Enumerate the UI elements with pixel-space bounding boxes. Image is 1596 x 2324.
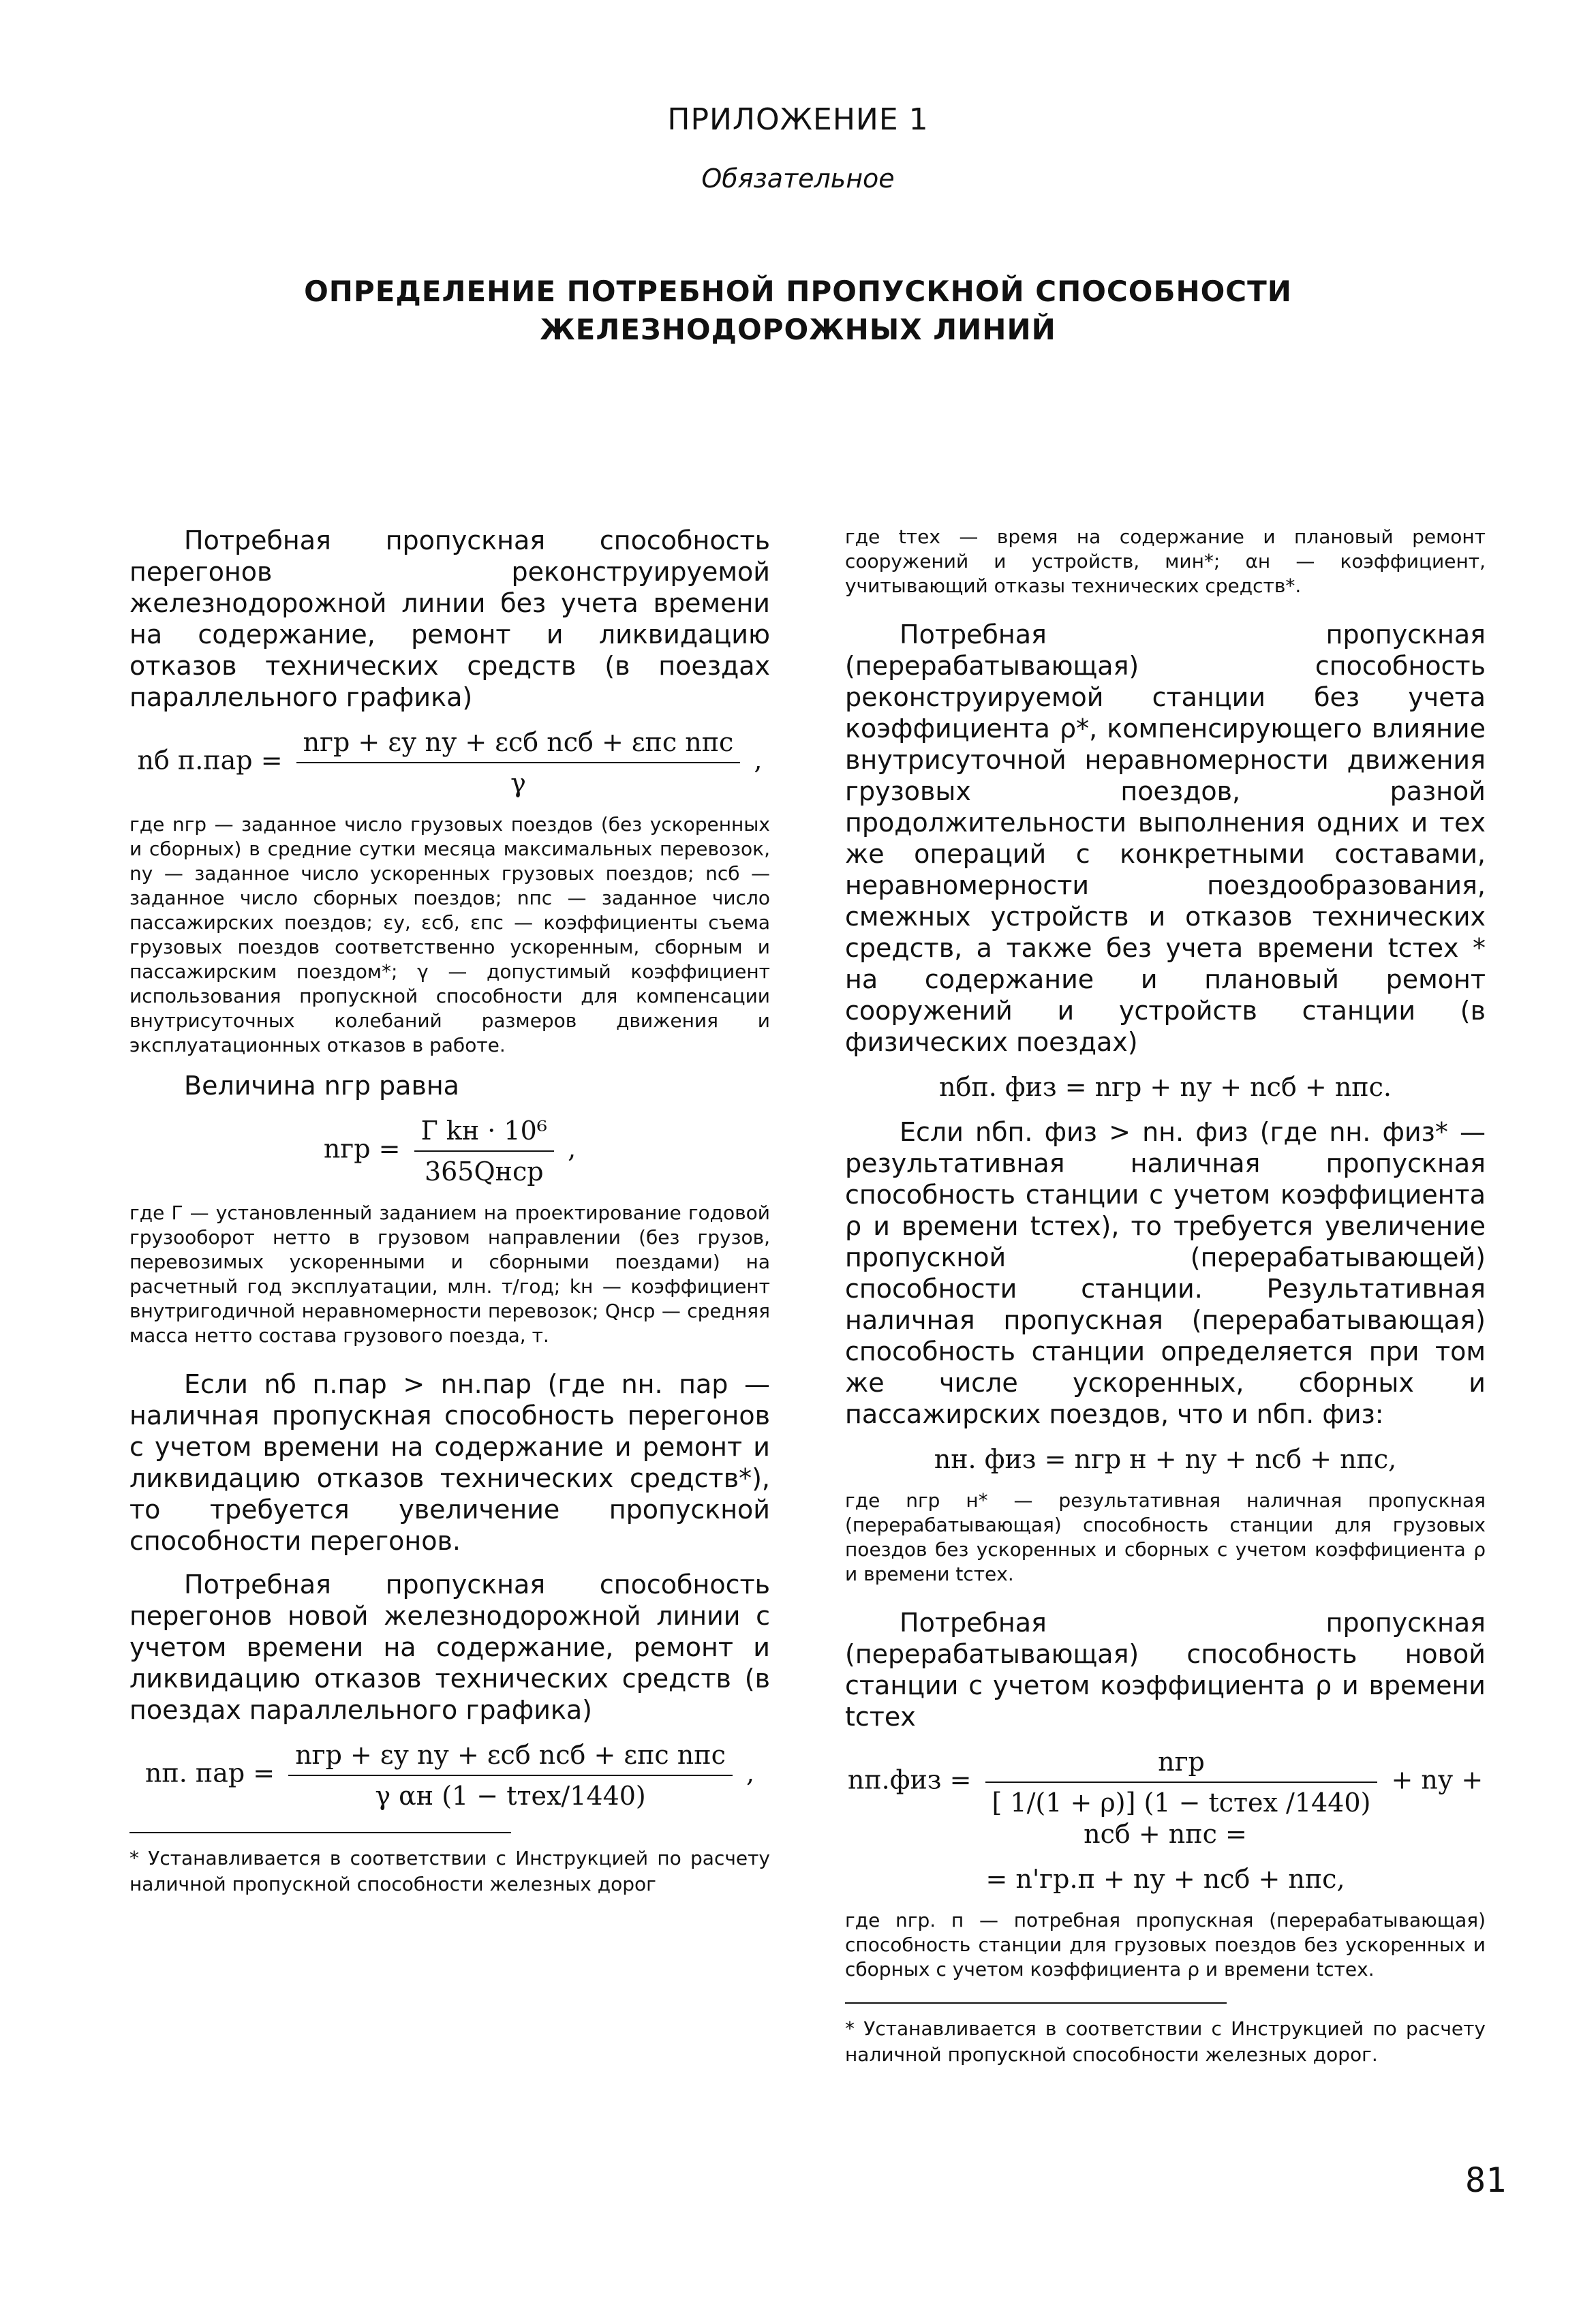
formula-numerator: nгр	[985, 1746, 1378, 1783]
left-paragraph-3: Если nб п.пар > nн.пар (где nн. пар — наличная пропускная способность перегонов с учетом времени на содержание и ремонт и ликвидацию отказов технических средств*), то требуется увеличение пропускной способности перегонов.	[129, 1369, 770, 1556]
appendix-heading: ПРИЛОЖЕНИЕ 1	[667, 102, 929, 137]
page-number: 81	[1465, 2160, 1507, 2200]
right-column	[845, 525, 1486, 2068]
left-definitions-2: где Г — установленный заданием на проектирование годовой грузооборот нетто в грузовом направлении (без грузов, перевозимых ускоренными и сборными поездами) на расчетный год эксплуатации, млн. т/год; kн — коэффициент внутригодичной неравномерности перевозок; Qнср — средняя масса нетто состава грузового поезда, т.	[129, 1202, 770, 1347]
left-footnote: * Устанавливается в соответствии с Инструкцией по расчету наличной пропускной способности железных дорог	[129, 1847, 770, 1895]
footnote-divider	[129, 1832, 511, 1833]
footnote-divider	[845, 2002, 1227, 2004]
formula-fraction	[296, 727, 741, 799]
formula-line-capacity-new	[129, 1739, 770, 1811]
formula-end: ,	[754, 745, 763, 776]
formula-denominator: γ αн (1 − tтех/1440)	[375, 1781, 646, 1811]
left-paragraph-4: Потребная пропускная способность перегонов новой железнодорожной линии с учетом времени на содержание, ремонт и ликвидацию отказов технических средств (в поездах параллельного графика)	[129, 1570, 770, 1725]
formula-denominator: γ	[510, 768, 526, 798]
formula-lhs: nп.физ =	[847, 1764, 972, 1795]
formula-numerator: nгр + εу nу + εсб nсб + εпс nпс	[288, 1739, 733, 1776]
right-definitions-3: где nгр. п — потребная пропускная (перерабатывающая) способность станции для грузовых поездов без ускоренных и сборных с учетом коэффициента ρ и времени tстех.	[845, 1909, 1486, 1981]
formula-end: ,	[746, 1758, 755, 1788]
formula-denominator: 365Qнср	[424, 1157, 544, 1187]
right-paragraph-3: Потребная пропускная (перерабатывающая) способность новой станции с учетом коэффициента ρ и времени tстех	[845, 1608, 1486, 1732]
formula-lhs: nб п.пар =	[137, 745, 283, 776]
formula-fraction	[985, 1746, 1378, 1818]
left-paragraph-2: Величина nгр равна	[184, 1071, 459, 1101]
formula-station-new-line-2: = n'гр.п + nу + nсб + nпс,	[985, 1864, 1345, 1894]
formula-rest: + nу + nсб + nпс =	[1084, 1764, 1484, 1849]
formula-line-capacity-reconstructed	[129, 727, 770, 799]
formula-numerator: nгр + εу nу + εсб nсб + εпс nпс	[296, 727, 741, 763]
right-paragraph-2: Если nбп. физ > nн. физ (где nн. физ* — результативная наличная пропускная способность станции с учетом коэффициента ρ и времени tстех), то требуется увеличение пропускной (перерабатывающей) способности станции. Результативная наличная пропускная (перерабатывающая) способность станции определяется при том же числе ускоренных, сборных и пассажирских поездов, что и nбп. физ:	[845, 1117, 1486, 1429]
right-footnote: * Устанавливается в соответствии с Инструкцией по расчету наличной пропускной способности железных дорог.	[845, 2017, 1486, 2066]
formula-station-new	[845, 1746, 1486, 1850]
formula-fraction	[288, 1739, 733, 1811]
formula-lhs: nгр =	[323, 1133, 401, 1164]
right-definitions-0: где tтех — время на содержание и плановый ремонт сооружений и устройств, мин*; αн — коэффициент, учитывающий отказы технических средств*.	[845, 525, 1486, 597]
left-paragraph-1: Потребная пропускная способность перегонов реконструируемой железнодорожной линии без учета времени на содержание, ремонт и ликвидацию отказов технических средств (в поездах параллельного графика)	[129, 525, 770, 712]
formula-end: ,	[568, 1133, 577, 1164]
left-definitions-1: где nгр — заданное число грузовых поездов (без ускоренных и сборных) в средние сутки месяца максимальных перевозок, nу — заданное число ускоренных грузовых поездов; nсб — заданное число сборных поездов; nпс — заданное число пассажирских поездов; εу, εсб, εпс — коэффициенты съема грузовых поездов соответственно ускоренным, сборным и пассажирским поездом*; γ — допустимый коэффициент использования пропускной способности для компенсации внутрисуточных колебаний размеров движения и эксплуатационных отказов в работе.	[129, 813, 770, 1056]
appendix-status: Обязательное	[701, 164, 895, 194]
formula-lhs: nп. пар =	[144, 1758, 275, 1788]
formula-numerator: Г kн · 10⁶	[414, 1115, 554, 1152]
title-line-1: ОПРЕДЕЛЕНИЕ ПОТРЕБНОЙ ПРОПУСКНОЙ СПОСОБНОСТИ	[304, 275, 1292, 308]
formula-station-available: nн. физ = nгр н + nу + nсб + nпс,	[934, 1444, 1397, 1474]
formula-station-physical: nбп. физ = nгр + nу + nсб + nпс.	[939, 1072, 1392, 1102]
formula-fraction	[414, 1115, 554, 1187]
left-column	[129, 525, 770, 1897]
title-line-2: ЖЕЛЕЗНОДОРОЖНЫХ ЛИНИЙ	[540, 313, 1056, 346]
formula-freight-trains	[129, 1115, 770, 1187]
right-paragraph-1: Потребная пропускная (перерабатывающая) способность реконструируемой станции без учета коэффициента ρ*, компенсирующего влияние внутрисуточной неравномерности движения грузовых поездов, разной продолжительности выполнения одних и тех же операций с конкретными составами, неравномерности поездообразования, смежных устройств и отказов технических средств, а также без учета времени tстех * на содержание и плановый ремонт сооружений и устройств станции (в физических поездах)	[845, 620, 1486, 1057]
page-title	[204, 273, 1392, 349]
right-definitions-2: где nгр н* — результативная наличная пропускная (перерабатывающая) способность станции для грузовых поездов без ускоренных и сборных с учетом коэффициента ρ и времени tстех.	[845, 1489, 1486, 1585]
formula-denominator: [ 1/(1 + ρ)] (1 − tстех /1440)	[992, 1788, 1371, 1818]
